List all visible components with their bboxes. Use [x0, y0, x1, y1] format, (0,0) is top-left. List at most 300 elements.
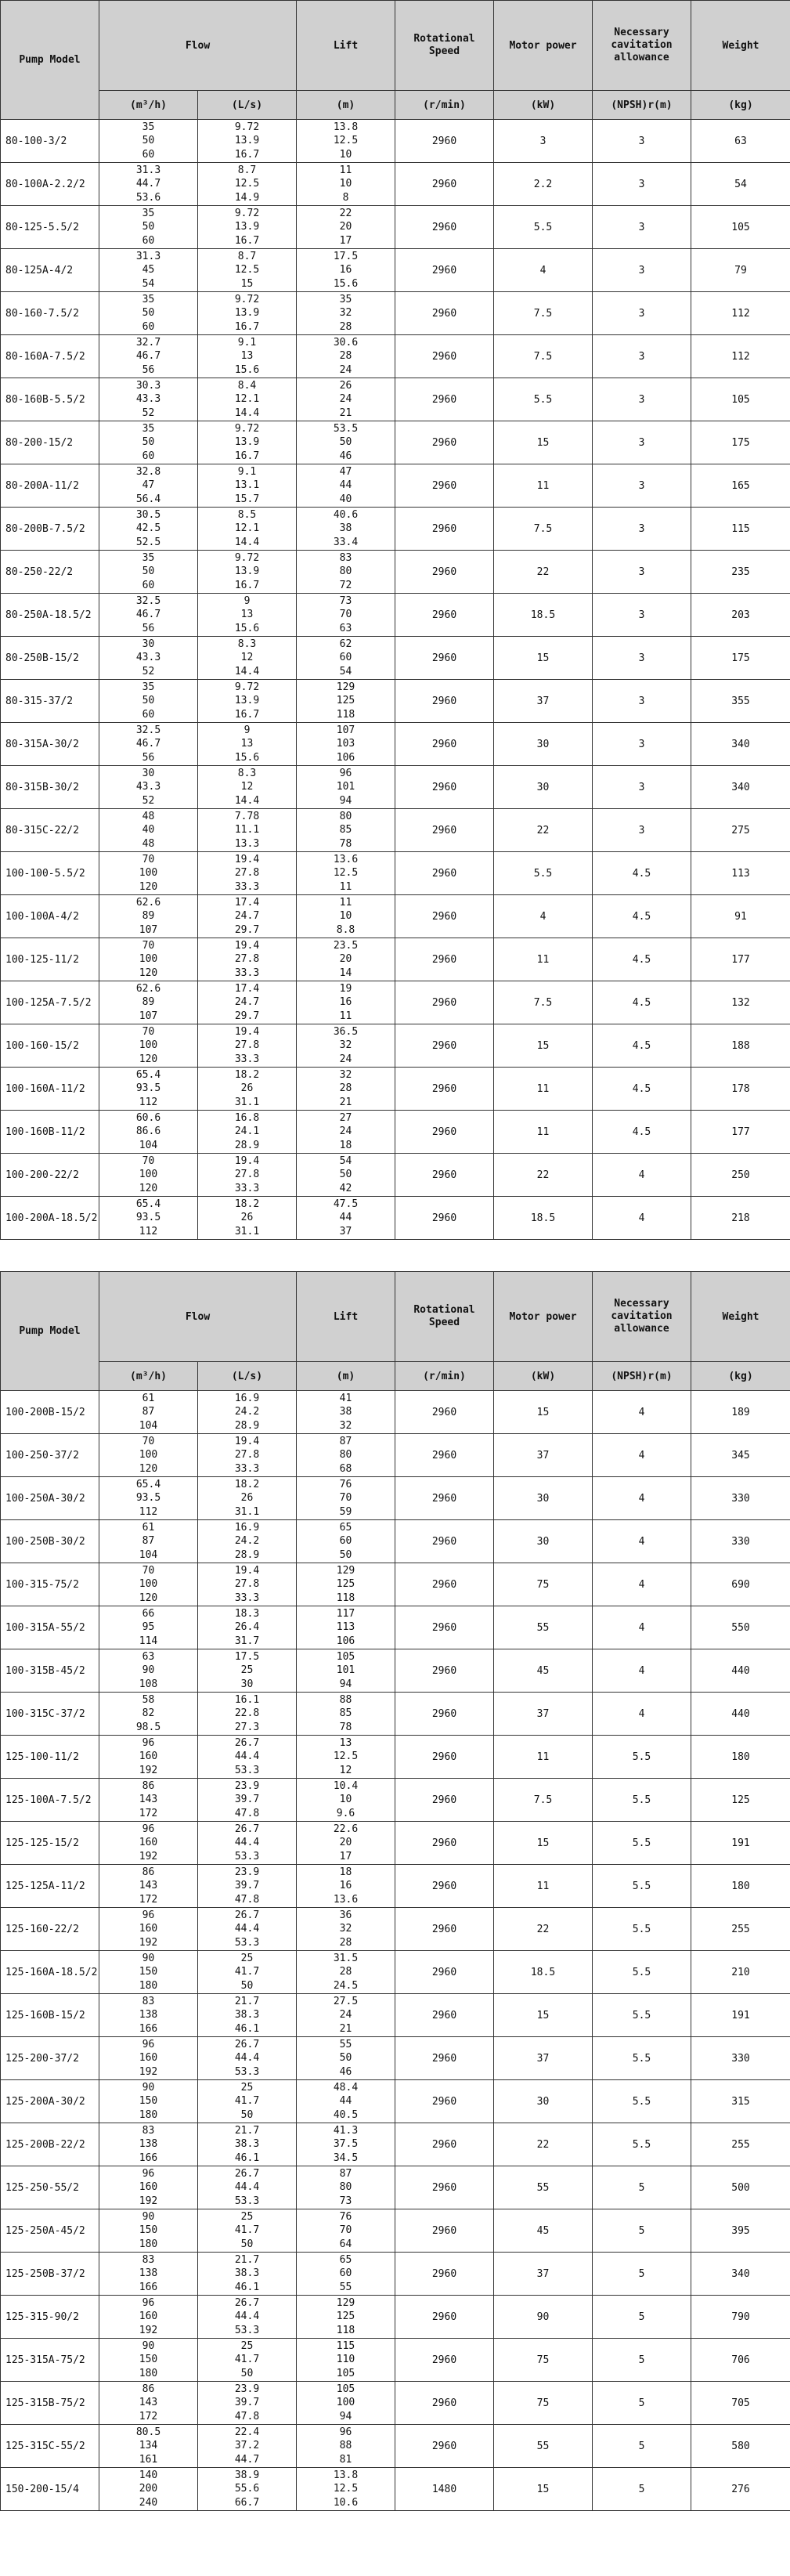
cell-flow-m3h [99, 1068, 198, 1111]
cell-lift [297, 1024, 395, 1068]
cell-pump-model: 100-315A-55/2 [1, 1606, 99, 1649]
cell-value: 16.9 [234, 1393, 260, 1405]
cell-value: 44.7 [234, 2453, 260, 2466]
cell-flow-ls [198, 938, 297, 981]
cell-rotational-speed: 2960 [395, 2425, 494, 2468]
cell-value: 26.7 [234, 2297, 260, 2310]
cell-flow-ls [198, 1024, 297, 1068]
cell-lift [297, 1736, 395, 1779]
table-gap [0, 1240, 790, 1271]
cell-flow-ls [198, 1908, 297, 1951]
table-row [1, 1822, 790, 1865]
cell-weight: 105 [691, 378, 790, 421]
cell-value: 18.2 [234, 1069, 260, 1082]
cell-value: 8.3 [237, 638, 257, 651]
cell-value: 61 [142, 1522, 155, 1534]
cell-value: 117 [336, 1608, 355, 1620]
cell-value: 36.5 [333, 1026, 359, 1039]
cell-value: 28 [339, 1082, 352, 1095]
cell-value: 38.3 [234, 2138, 260, 2151]
cell-value: 16.1 [234, 1694, 260, 1707]
cell-flow-m3h [99, 249, 198, 292]
cell-pump-model: 80-315B-30/2 [1, 766, 99, 809]
cell-value: 52 [142, 665, 155, 677]
cell-value: 11 [339, 164, 352, 177]
cell-value: 13.3 [234, 837, 260, 850]
cell-value: 138 [139, 2009, 158, 2021]
value-stack [298, 508, 393, 549]
cell-value: 70 [339, 609, 352, 621]
cell-value: 114 [139, 1635, 158, 1647]
cell-value: 62.6 [135, 897, 161, 909]
cell-value: 125 [336, 1578, 355, 1591]
cell-value: 53.3 [234, 1936, 260, 1949]
cell-value: 150 [139, 2224, 158, 2237]
cell-npsh: 4.5 [593, 981, 691, 1024]
cell-flow-m3h [99, 2425, 198, 2468]
value-stack [200, 1779, 294, 1820]
value-stack [101, 2339, 196, 2380]
cell-npsh: 5.5 [593, 1865, 691, 1908]
cell-value: 27.5 [333, 1996, 359, 2008]
cell-pump-model: 125-160-22/2 [1, 1908, 99, 1951]
cell-value: 66 [142, 1608, 155, 1620]
cell-value: 20 [339, 1837, 352, 1849]
cell-value: 107 [336, 724, 355, 737]
cell-npsh: 5.5 [593, 2080, 691, 2123]
cell-value: 120 [139, 1462, 158, 1475]
cell-pump-model: 100-100A-4/2 [1, 895, 99, 938]
value-stack [200, 1392, 294, 1433]
cell-weight: 340 [691, 766, 790, 809]
table-row [1, 2253, 790, 2296]
cell-flow-m3h [99, 464, 198, 508]
cell-value: 13.8 [333, 2469, 359, 2482]
cell-value: 43.3 [135, 781, 161, 793]
cell-value: 72 [339, 579, 352, 591]
cell-value: 18.2 [234, 1479, 260, 1491]
cell-value: 52.5 [135, 536, 161, 548]
cell-weight: 180 [691, 1865, 790, 1908]
table-row [1, 120, 790, 163]
value-stack [101, 250, 196, 291]
cell-flow-m3h [99, 1736, 198, 1779]
cell-flow-m3h [99, 1477, 198, 1520]
cell-value: 166 [139, 2281, 158, 2293]
value-stack [200, 1111, 294, 1152]
value-stack [200, 2383, 294, 2423]
cell-value: 98.5 [135, 1721, 161, 1733]
cell-pump-model: 100-160B-11/2 [1, 1111, 99, 1154]
value-stack [200, 1068, 294, 1109]
table-row [1, 1068, 790, 1111]
cell-value: 33.3 [234, 1591, 260, 1604]
cell-flow-ls [198, 1779, 297, 1822]
cell-value: 161 [139, 2453, 158, 2466]
cell-weight: 112 [691, 335, 790, 378]
cell-value: 192 [139, 1764, 158, 1776]
value-stack [200, 465, 294, 506]
value-stack [298, 2339, 393, 2380]
cell-weight: 113 [691, 852, 790, 895]
cell-value: 32.8 [135, 466, 161, 479]
cell-flow-m3h [99, 551, 198, 594]
cell-flow-m3h [99, 1154, 198, 1197]
cell-value: 28 [339, 320, 352, 333]
cell-flow-m3h [99, 1111, 198, 1154]
cell-flow-m3h [99, 2382, 198, 2425]
cell-value: 9.72 [234, 681, 260, 694]
cell-value: 30 [142, 638, 155, 651]
cell-lift [297, 2425, 395, 2468]
cell-lift [297, 2123, 395, 2166]
value-stack [298, 1952, 393, 1993]
cell-value: 56 [142, 363, 155, 376]
cell-lift [297, 120, 395, 163]
cell-rotational-speed: 2960 [395, 464, 494, 508]
cell-value: 96 [142, 2039, 155, 2051]
cell-pump-model: 125-125A-11/2 [1, 1865, 99, 1908]
unit-motor: (kW) [494, 91, 593, 120]
cell-value: 26.4 [234, 1621, 260, 1634]
value-stack [298, 2210, 393, 2251]
cell-value: 55 [339, 2039, 352, 2051]
cell-value: 96 [339, 768, 352, 780]
cell-pump-model: 100-250A-30/2 [1, 1477, 99, 1520]
cell-value: 19.4 [234, 1565, 260, 1577]
cell-value: 83 [142, 2125, 155, 2137]
cell-value: 110 [336, 2354, 355, 2366]
cell-flow-m3h [99, 2037, 198, 2080]
cell-flow-m3h [99, 378, 198, 421]
value-stack [298, 1650, 393, 1691]
cell-value: 24.7 [234, 996, 260, 1009]
value-stack [298, 336, 393, 377]
cell-flow-ls [198, 594, 297, 637]
cell-value: 68 [339, 1462, 352, 1475]
value-stack [298, 121, 393, 161]
cell-rotational-speed: 2960 [395, 335, 494, 378]
cell-flow-m3h [99, 895, 198, 938]
table-row [1, 1024, 790, 1068]
value-stack [200, 681, 294, 721]
cell-value: 96 [142, 2297, 155, 2310]
cell-value: 70 [142, 1436, 155, 1448]
cell-value: 26.7 [234, 2039, 260, 2051]
cell-value: 44.4 [234, 2052, 260, 2065]
cell-value: 192 [139, 1850, 158, 1862]
cell-value: 33.3 [234, 1462, 260, 1475]
cell-value: 22 [339, 208, 352, 220]
unit-speed: (r/min) [395, 91, 494, 120]
cell-value: 172 [139, 2410, 158, 2422]
cell-value: 50 [142, 307, 155, 320]
value-stack [200, 810, 294, 851]
cell-motor-power: 22 [494, 1154, 593, 1197]
cell-flow-ls [198, 1068, 297, 1111]
value-stack [298, 293, 393, 334]
cell-motor-power: 37 [494, 1434, 593, 1477]
cell-value: 38.3 [234, 2009, 260, 2021]
cell-value: 14.4 [234, 665, 260, 677]
value-stack [101, 1607, 196, 1648]
value-stack [200, 767, 294, 807]
value-stack [200, 2038, 294, 2079]
cell-value: 88 [339, 2440, 352, 2452]
cell-value: 15.6 [234, 363, 260, 376]
value-stack [298, 250, 393, 291]
value-stack [101, 422, 196, 463]
cell-value: 83 [142, 2254, 155, 2267]
cell-value: 63 [142, 1651, 155, 1664]
cell-npsh: 3 [593, 421, 691, 464]
cell-value: 192 [139, 2195, 158, 2207]
cell-flow-ls [198, 421, 297, 464]
cell-flow-ls [198, 249, 297, 292]
cell-value: 26.7 [234, 2168, 260, 2180]
value-stack [298, 982, 393, 1023]
cell-flow-ls [198, 1391, 297, 1434]
cell-weight: 330 [691, 1520, 790, 1563]
cell-value: 31.5 [333, 1953, 359, 1965]
cell-value: 32.5 [135, 724, 161, 737]
cell-weight: 440 [691, 1649, 790, 1693]
header-flow: Flow [99, 1, 297, 91]
cell-value: 27.3 [234, 1721, 260, 1733]
cell-flow-m3h [99, 1908, 198, 1951]
table-row [1, 163, 790, 206]
cell-value: 41.3 [333, 2125, 359, 2137]
cell-value: 31.3 [135, 251, 161, 263]
cell-value: 13.1 [234, 479, 260, 492]
cell-value: 12.1 [234, 522, 260, 535]
cell-value: 25 [240, 2340, 254, 2353]
cell-value: 93.5 [135, 1212, 161, 1224]
cell-value: 8 [342, 191, 349, 204]
header-npsh: Necessary cavitation allowance [593, 1272, 691, 1362]
value-stack [101, 1823, 196, 1863]
cell-value: 16.7 [234, 450, 260, 462]
cell-motor-power: 15 [494, 1024, 593, 1068]
cell-value: 50 [142, 695, 155, 707]
cell-value: 42.5 [135, 522, 161, 535]
cell-value: 70 [142, 940, 155, 952]
cell-rotational-speed: 2960 [395, 981, 494, 1024]
table-row [1, 1477, 790, 1520]
cell-value: 9.72 [234, 208, 260, 220]
cell-rotational-speed: 2960 [395, 1563, 494, 1606]
cell-rotational-speed: 2960 [395, 1520, 494, 1563]
table-row [1, 464, 790, 508]
cell-flow-ls [198, 1477, 297, 1520]
cell-flow-m3h [99, 852, 198, 895]
table-row [1, 981, 790, 1024]
cell-value: 44.4 [234, 2310, 260, 2323]
cell-weight: 177 [691, 1111, 790, 1154]
unit-flow-m3h: (m³/h) [99, 91, 198, 120]
value-stack [298, 2383, 393, 2423]
cell-value: 39.7 [234, 2397, 260, 2409]
cell-value: 47 [142, 479, 155, 492]
cell-value: 32 [339, 1069, 352, 1082]
cell-value: 93.5 [135, 1082, 161, 1095]
value-stack [101, 724, 196, 764]
cell-value: 32.5 [135, 595, 161, 608]
cell-value: 8.3 [237, 768, 257, 780]
cell-pump-model: 100-250B-30/2 [1, 1520, 99, 1563]
cell-flow-ls [198, 680, 297, 723]
cell-value: 63 [339, 622, 352, 634]
cell-pump-model: 80-250-22/2 [1, 551, 99, 594]
cell-motor-power: 75 [494, 2339, 593, 2382]
cell-value: 14.4 [234, 794, 260, 807]
table-row [1, 1908, 790, 1951]
cell-npsh: 5.5 [593, 2123, 691, 2166]
cell-value: 30 [142, 768, 155, 780]
cell-value: 14.4 [234, 406, 260, 419]
cell-value: 60 [142, 708, 155, 721]
cell-value: 90 [142, 1664, 155, 1677]
cell-weight: 112 [691, 292, 790, 335]
unit-speed: (r/min) [395, 1362, 494, 1391]
cell-flow-ls [198, 2382, 297, 2425]
cell-value: 50 [339, 436, 352, 449]
cell-value: 27.8 [234, 1039, 260, 1052]
cell-flow-m3h [99, 2209, 198, 2253]
value-stack [200, 1736, 294, 1777]
cell-value: 9.72 [234, 121, 260, 134]
cell-value: 33.3 [234, 966, 260, 979]
cell-flow-m3h [99, 1606, 198, 1649]
value-stack [298, 767, 393, 807]
cell-value: 160 [139, 2181, 158, 2194]
cell-flow-m3h [99, 1951, 198, 1994]
value-stack [298, 1995, 393, 2036]
cell-value: 180 [139, 2108, 158, 2121]
value-stack [101, 551, 196, 592]
cell-value: 13.9 [234, 695, 260, 707]
cell-value: 59 [339, 1505, 352, 1518]
cell-value: 24 [339, 1125, 352, 1138]
cell-motor-power: 15 [494, 1994, 593, 2037]
value-stack [101, 293, 196, 334]
cell-value: 13.9 [234, 565, 260, 578]
cell-rotational-speed: 1480 [395, 2468, 494, 2511]
cell-flow-ls [198, 1951, 297, 1994]
cell-value: 90 [142, 2082, 155, 2094]
cell-value: 41.7 [234, 2224, 260, 2237]
cell-npsh: 3 [593, 249, 691, 292]
cell-value: 60 [339, 652, 352, 664]
cell-value: 104 [139, 1419, 158, 1432]
value-stack [298, 1521, 393, 1562]
cell-value: 37.2 [234, 2440, 260, 2452]
cell-pump-model: 100-200B-15/2 [1, 1391, 99, 1434]
cell-flow-m3h [99, 2253, 198, 2296]
value-stack [298, 2296, 393, 2337]
cell-value: 50 [339, 2052, 352, 2065]
header-motor-power: Motor power [494, 1272, 593, 1362]
cell-value: 46.1 [234, 2281, 260, 2293]
cell-value: 21 [339, 406, 352, 419]
cell-value: 62 [339, 638, 352, 651]
cell-value: 60.6 [135, 1112, 161, 1125]
cell-value: 10 [339, 178, 352, 190]
cell-value: 56.4 [135, 493, 161, 505]
cell-pump-model: 125-250-55/2 [1, 2166, 99, 2209]
cell-value: 24 [339, 1053, 352, 1065]
value-stack [298, 2469, 393, 2509]
cell-npsh: 5.5 [593, 1994, 691, 2037]
cell-weight: 340 [691, 2253, 790, 2296]
cell-value: 180 [139, 2367, 158, 2379]
cell-npsh: 5 [593, 2339, 691, 2382]
value-stack [298, 939, 393, 980]
cell-motor-power: 22 [494, 2123, 593, 2166]
cell-flow-m3h [99, 723, 198, 766]
cell-flow-ls [198, 292, 297, 335]
cell-npsh: 3 [593, 508, 691, 551]
table-row [1, 1994, 790, 2037]
cell-value: 112 [139, 1096, 158, 1108]
cell-value: 8.8 [336, 923, 355, 936]
cell-value: 26 [240, 1492, 254, 1505]
cell-value: 150 [139, 1966, 158, 1978]
cell-value: 89 [142, 910, 155, 923]
cell-value: 96 [339, 2426, 352, 2439]
header-pump-model: Pump Model [1, 1272, 99, 1391]
cell-weight: 355 [691, 680, 790, 723]
value-stack [298, 1198, 393, 1238]
cell-value: 39.7 [234, 1794, 260, 1806]
cell-lift [297, 551, 395, 594]
cell-flow-m3h [99, 1520, 198, 1563]
cell-pump-model: 80-160B-5.5/2 [1, 378, 99, 421]
table-row [1, 2425, 790, 2468]
cell-value: 13.9 [234, 135, 260, 147]
value-stack [200, 638, 294, 678]
cell-weight: 180 [691, 1736, 790, 1779]
cell-lift [297, 1068, 395, 1111]
value-stack [298, 724, 393, 764]
cell-rotational-speed: 2960 [395, 378, 494, 421]
cell-npsh: 3 [593, 809, 691, 852]
header-pump-model: Pump Model [1, 1, 99, 120]
cell-flow-ls [198, 1154, 297, 1197]
cell-value: 53.5 [333, 423, 359, 435]
table-row [1, 680, 790, 723]
cell-value: 23.9 [234, 1866, 260, 1879]
cell-value: 16.7 [234, 148, 260, 161]
cell-rotational-speed: 2960 [395, 1024, 494, 1068]
cell-motor-power: 55 [494, 1606, 593, 1649]
cell-weight: 440 [691, 1693, 790, 1736]
cell-value: 31.3 [135, 164, 161, 177]
cell-value: 46.1 [234, 2151, 260, 2164]
cell-value: 55 [339, 2281, 352, 2293]
cell-motor-power: 18.5 [494, 594, 593, 637]
cell-lift [297, 981, 395, 1024]
cell-value: 150 [139, 2095, 158, 2108]
value-stack [298, 1111, 393, 1152]
cell-motor-power: 11 [494, 1736, 593, 1779]
cell-value: 17 [339, 234, 352, 247]
cell-flow-m3h [99, 1649, 198, 1693]
cell-pump-model: 100-200-22/2 [1, 1154, 99, 1197]
cell-rotational-speed: 2960 [395, 1649, 494, 1693]
cell-value: 32 [339, 307, 352, 320]
cell-value: 27 [339, 1112, 352, 1125]
